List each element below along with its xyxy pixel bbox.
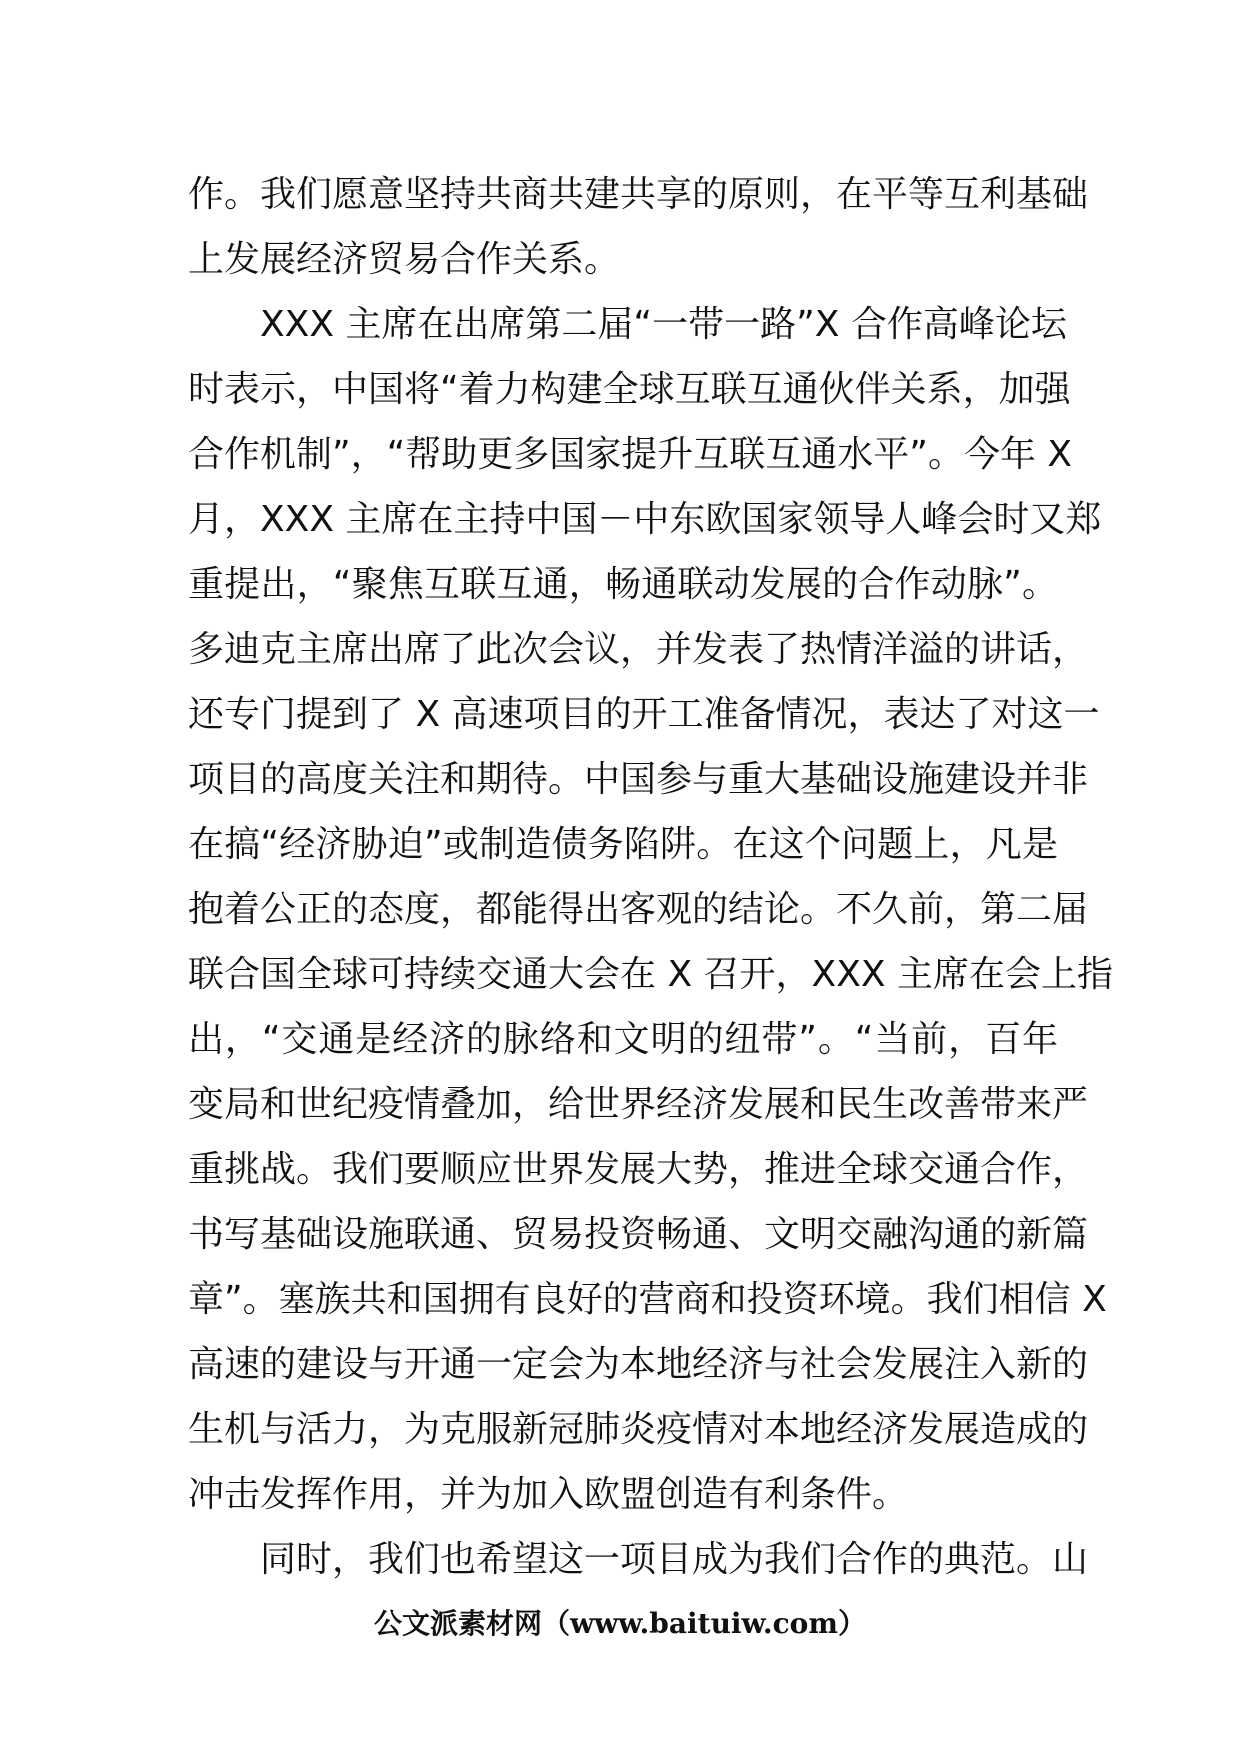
text-line: 多迪克主席出席了此次会议，并发表了热情洋溢的讲话， [188, 629, 1089, 670]
text-line: 重提出，“聚焦互联互通，畅通联动发展的合作动脉”。 [188, 564, 1058, 605]
body-text [188, 162, 1113, 1592]
text-line: 高速的建设与开通一定会为本地经济与社会发展注入新的 [188, 1344, 1089, 1385]
text-line: 章”。塞族共和国拥有良好的营商和投资环境。我们相信 X [188, 1279, 1107, 1320]
text-line: 冲击发挥作用，并为加入欧盟创造有利条件。 [188, 1474, 909, 1515]
text-line: 在搞“经济胁迫”或制造债务陷阱。在这个问题上，凡是 [188, 824, 1058, 865]
text-line: 项目的高度关注和期待。中国参与重大基础设施建设并非 [188, 759, 1089, 800]
text-line: XXX 主席在出席第二届“一带一路”X 合作高峰论坛 [260, 304, 1067, 345]
text-line: 作。我们愿意坚持共商共建共享的原则，在平等互利基础 [188, 174, 1089, 215]
text-line: 同时，我们也希望这一项目成为我们合作的典范。山 [260, 1539, 1089, 1580]
text-line: 联合国全球可持续交通大会在 X 召开，XXX 主席在会上指 [188, 954, 1113, 995]
text-line: 月，XXX 主席在主持中国－中东欧国家领导人峰会时又郑 [188, 499, 1102, 540]
text-line: 抱着公正的态度，都能得出客观的结论。不久前，第二届 [188, 889, 1089, 930]
text-line: 时表示，中国将“着力构建全球互联互通伙伴关系，加强 [188, 369, 1071, 410]
text-line: 生机与活力，为克服新冠肺炎疫情对本地经济发展造成的 [188, 1409, 1089, 1450]
text-line: 书写基础设施联通、贸易投资畅通、文明交融沟通的新篇 [188, 1214, 1089, 1255]
text-line: 还专门提到了 X 高速项目的开工准备情况，表达了对这一 [188, 694, 1100, 735]
text-line: 出，“交通是经济的脉络和文明的纽带”。“当前，百年 [188, 1019, 1058, 1060]
text-line: 变局和世纪疫情叠加，给世界经济发展和民生改善带来严 [188, 1084, 1089, 1125]
text-line: 上发展经济贸易合作关系。 [188, 239, 621, 280]
footer-watermark: 公文派素材网（www.baituiw.com） [374, 1607, 866, 1640]
text-line: 重挑战。我们要顺应世界发展大势，推进全球交通合作， [188, 1149, 1089, 1190]
text-line: 合作机制”，“帮助更多国家提升互联互通水平”。今年 X [188, 434, 1073, 475]
